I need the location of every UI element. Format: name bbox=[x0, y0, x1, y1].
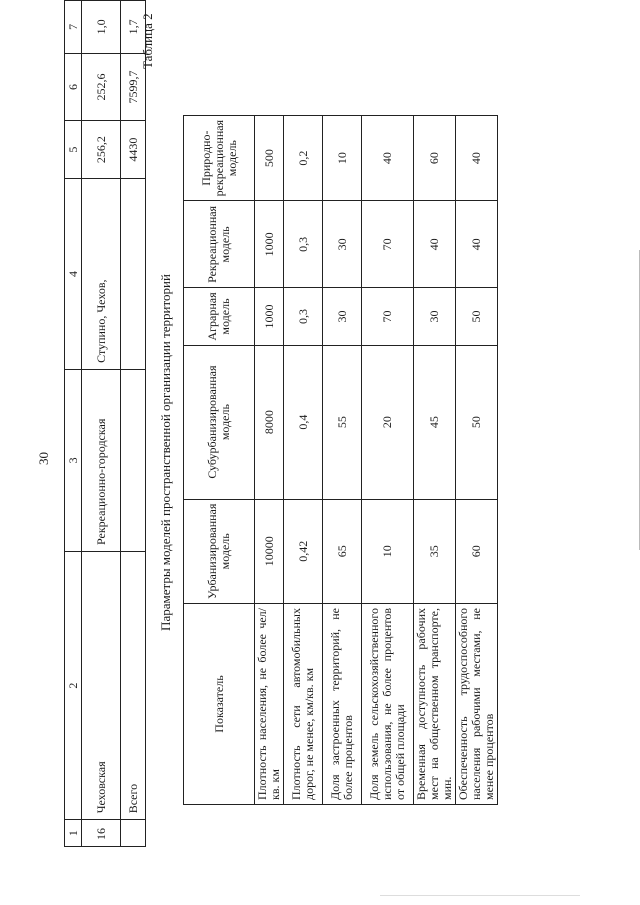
table-label: Таблица 2 bbox=[140, 13, 155, 69]
cell-value: 65 bbox=[323, 499, 362, 603]
table-row bbox=[284, 115, 323, 804]
cell-value: 55 bbox=[323, 345, 362, 499]
total-label: Всего bbox=[121, 551, 146, 819]
col-header: Рекреационная модель bbox=[184, 201, 255, 288]
cell-value: 60 bbox=[456, 499, 498, 603]
row-label: Доля земель сельскохозяйственного использования, не более процентов от общей площади bbox=[362, 604, 414, 805]
table-header-row bbox=[65, 1, 82, 847]
cell-value: 252,6 bbox=[82, 53, 121, 120]
col-header: 5 bbox=[65, 121, 82, 179]
cell-value: 1000 bbox=[255, 288, 284, 345]
cell-value: 30 bbox=[323, 288, 362, 345]
col-header: 6 bbox=[65, 53, 82, 120]
row-label: Плотность сети автомобильных дорог, не менее, км/кв. км bbox=[284, 604, 323, 805]
col-header: Субурбанизированная модель bbox=[184, 345, 255, 499]
row-label: Доля застроенных территорий, не более процентов bbox=[323, 604, 362, 805]
col-header: Аграрная модель bbox=[184, 288, 255, 345]
cell-value: 10 bbox=[323, 115, 362, 201]
cell-value: 35 bbox=[414, 499, 456, 603]
col-header: Природно-рекреационная модель bbox=[184, 115, 255, 201]
parameters-table bbox=[183, 115, 498, 805]
cell-value: 20 bbox=[362, 345, 414, 499]
table-row bbox=[414, 115, 456, 804]
cell-value: 10 bbox=[362, 499, 414, 603]
empty-cell bbox=[121, 179, 146, 370]
cell-value: 40 bbox=[456, 115, 498, 201]
cell-value: 10000 bbox=[255, 499, 284, 603]
empty-cell bbox=[121, 820, 146, 847]
cell-value: 70 bbox=[362, 201, 414, 288]
cell-value: 40 bbox=[414, 201, 456, 288]
col-header: 2 bbox=[65, 551, 82, 819]
cell-value: 50 bbox=[456, 345, 498, 499]
cell-value: 50 bbox=[456, 288, 498, 345]
empty-cell bbox=[121, 369, 146, 551]
cell-value: 0,3 bbox=[284, 201, 323, 288]
row-number: 16 bbox=[82, 820, 121, 847]
col-header: Показатель bbox=[184, 604, 255, 805]
row-label: Временная доступность рабочих мест на общественном транспорте, мин. bbox=[414, 604, 456, 805]
cell-value: 40 bbox=[456, 201, 498, 288]
cell-value: 40 bbox=[362, 115, 414, 201]
cell-value: 1,0 bbox=[82, 1, 121, 54]
col-header: 3 bbox=[65, 369, 82, 551]
district-name: Чеховская bbox=[82, 551, 121, 819]
table-row bbox=[456, 115, 498, 804]
col-header: 4 bbox=[65, 179, 82, 370]
table-row bbox=[82, 1, 121, 847]
district-type: Рекреационно-городская bbox=[82, 369, 121, 551]
cell-value: 8000 bbox=[255, 345, 284, 499]
district-centers: Ступино, Чехов, bbox=[82, 179, 121, 370]
cell-value: 256,2 bbox=[82, 121, 121, 179]
cell-value: 500 bbox=[255, 115, 284, 201]
col-header: Урбанизированная модель bbox=[184, 499, 255, 603]
cell-value: 0,2 bbox=[284, 115, 323, 201]
col-header: 7 bbox=[65, 1, 82, 54]
table-row bbox=[255, 115, 284, 804]
continuation-table bbox=[64, 0, 146, 847]
cell-value: 4430 bbox=[121, 121, 146, 179]
cell-value: 60 bbox=[414, 115, 456, 201]
cell-value: 0,4 bbox=[284, 345, 323, 499]
scan-edge-line bbox=[380, 895, 580, 896]
table-row-total bbox=[121, 1, 146, 847]
cell-value: 0,3 bbox=[284, 288, 323, 345]
cell-value: 1,7 bbox=[121, 1, 146, 54]
cell-value: 0,42 bbox=[284, 499, 323, 603]
cell-value: 30 bbox=[414, 288, 456, 345]
row-label: Обеспеченность трудоспособного населения рабочими местами, не менее процентов bbox=[456, 604, 498, 805]
cell-value: 30 bbox=[323, 201, 362, 288]
page-number: 30 bbox=[36, 452, 51, 465]
cell-value: 7599,7 bbox=[121, 53, 146, 120]
cell-value: 45 bbox=[414, 345, 456, 499]
cell-value: 1000 bbox=[255, 201, 284, 288]
table-row bbox=[362, 115, 414, 804]
table-title: Параметры моделей пространственной организации территорий bbox=[158, 274, 173, 631]
table-row bbox=[323, 115, 362, 804]
col-header: 1 bbox=[65, 820, 82, 847]
cell-value: 70 bbox=[362, 288, 414, 345]
table-header-row bbox=[184, 115, 255, 804]
row-label: Плотность населения, не более чел/кв. км bbox=[255, 604, 284, 805]
